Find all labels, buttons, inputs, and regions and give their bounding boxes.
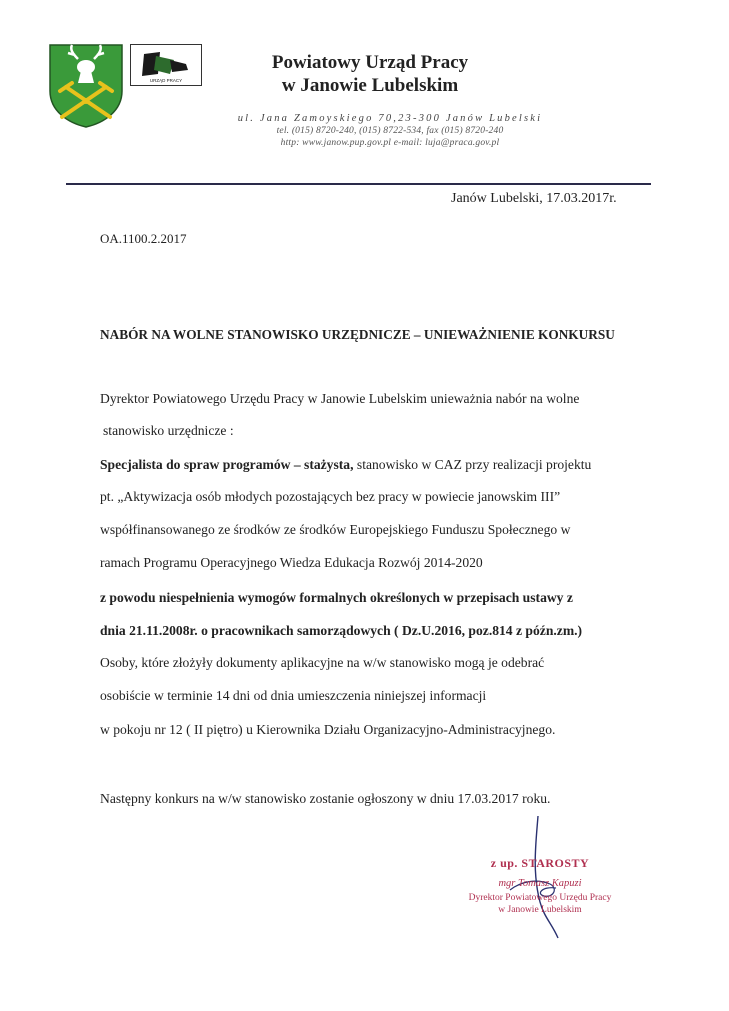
docs-line-3: w pokoju nr 12 ( II piętro) u Kierownika Działu Organizacyjno-Administracyjnego. xyxy=(100,722,556,737)
docs-line-1: Osoby, które złożyły dokumenty aplikacyjne na w/w stanowisko mogą je odebrać xyxy=(100,655,545,670)
funding-line: współfinansowanego ze środków ze środków Europejskiego Funduszu Społecznego w xyxy=(100,522,571,537)
document-title: NABÓR NA WOLNE STANOWISKO URZĘDNICZE – UNIEWAŻNIENIE KONKURSU xyxy=(100,327,615,342)
urzad-pracy-logo-icon xyxy=(130,44,202,86)
reason-line-2: dnia 21.11.2008r. o pracownikach samorządowych ( Dz.U.2016, poz.814 z późn.zm.) xyxy=(100,623,583,638)
project-line: pt. „Aktywizacja osób młodych pozostających bez pracy w powiecie janowskim III” xyxy=(100,489,561,504)
next-competition-line: Następny konkurs na w/w stanowisko zostanie ogłoszony w dniu 17.03.2017 roku. xyxy=(100,791,551,806)
position-rest: stanowisko w CAZ przy realizacji projektu xyxy=(353,457,592,472)
logo-caption: URZĄD PRACY xyxy=(149,78,183,83)
urzad-pracy-logo xyxy=(130,44,202,86)
reference-number: OA.1100.2.2017 xyxy=(100,231,187,246)
stamp-line-2: mgr Tomasz Kapuzi xyxy=(498,878,582,889)
date-line: Janów Lubelski, 17.03.2017r. xyxy=(451,191,617,206)
program-line: ramach Programu Operacyjnego Wiedza Edukacja Rozwój 2014-2020 xyxy=(100,555,483,570)
address-phones: tel. (015) 8720-240, (015) 8722-534, fax (015) 8720-240 xyxy=(276,126,504,136)
org-name-line1: Powiatowy Urząd Pracy xyxy=(271,52,469,73)
intro-line-2: stanowisko urzędnicze : xyxy=(103,423,234,438)
org-name-line2: w Janowie Lubelskim xyxy=(281,75,459,96)
reason-line-1: z powodu niespełnienia wymogów formalnych określonych w przepisach ustawy z xyxy=(100,590,573,605)
header-divider xyxy=(66,183,651,185)
position-line xyxy=(100,457,591,473)
stamp-line-3: Dyrektor Powiatowego Urzędu Pracy xyxy=(468,893,612,903)
handwritten-signature xyxy=(440,812,640,942)
address-street: ul. Jana Zamoyskiego 70,23-300 Janów Lubelski xyxy=(237,113,543,124)
deer-crest-icon xyxy=(48,43,124,128)
stamp-line-1: z up. STAROSTY xyxy=(490,856,590,870)
docs-line-2: osobiście w terminie 14 dni od dnia umieszczenia niniejszej informacji xyxy=(100,688,487,703)
intro-line-1: Dyrektor Powiatowego Urzędu Pracy w Janowie Lubelskim unieważnia nabór na wolne xyxy=(100,391,580,406)
position-title: Specjalista do spraw programów – stażysta, xyxy=(100,457,354,472)
stamp-line-4: w Janowie Lubelskim xyxy=(498,905,582,915)
address-web-email: http: www.janow.pup.gov.pl e-mail: luja@praca.gov.pl xyxy=(280,138,500,148)
